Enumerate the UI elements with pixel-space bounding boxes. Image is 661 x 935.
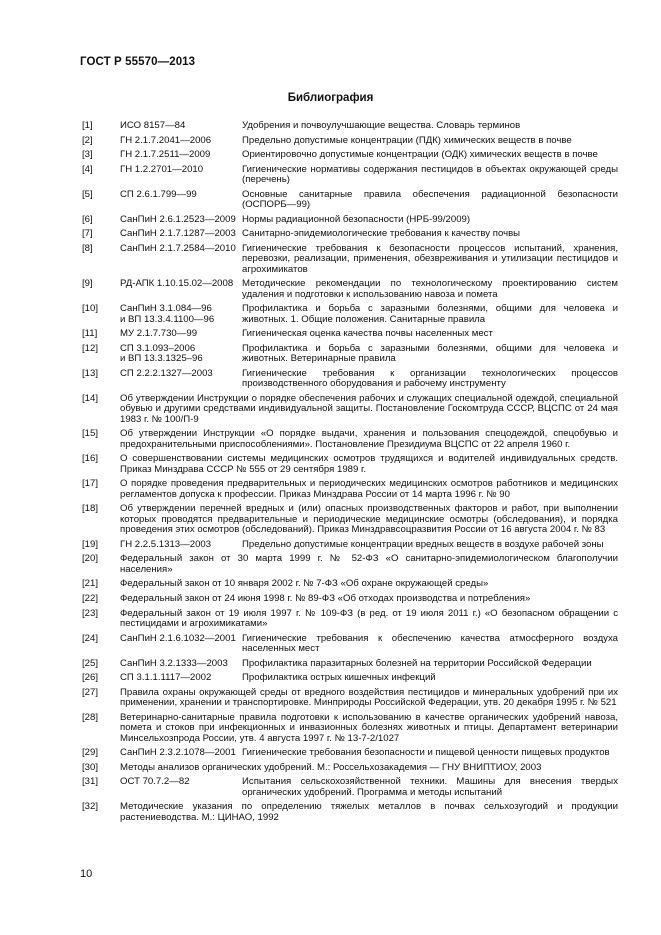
reference-title: Об утверждении Инструкции о порядке обеспечения рабочих и служащих специальной одеждой, специальной обувью и другими средствами индивидуальной защиты. Постановление Госкомтруда СССР, ВЦСПС от 24 мая 1983 г. № 100/П-9 xyxy=(120,392,618,425)
reference-entry xyxy=(82,394,618,425)
reference-title: Ветеринарно-санитарные правила подготовки к использованию в качестве органических удобрений навоза, помета и стоков при инфекционных и инвазионных болезнях животных и птицы. Департамент ветеринарии Минсельхозпрода России, утв. 4 августа 1997 г. № 13-7-2/1027 xyxy=(120,711,618,744)
reference-entry xyxy=(82,136,618,146)
reference-entry xyxy=(82,748,618,758)
reference-code: ОСТ 70.7.2—82 xyxy=(120,776,190,788)
reference-code: СП 2.2.2.1327—2003 xyxy=(120,367,213,379)
reference-code: СП 3.1.093–2006 и ВП 13.3.1325–96 xyxy=(120,342,203,365)
reference-title: Профилактика острых кишечных инфекций xyxy=(242,672,436,684)
reference-number: [4] xyxy=(82,163,93,175)
reference-title: Удобрения и почвоулучшающие вещества. Словарь терминов xyxy=(242,120,521,131)
reference-number: [6] xyxy=(82,213,93,225)
reference-number: [12] xyxy=(82,342,99,354)
reference-code: СанПиН 2.6.1.2523—2009 xyxy=(120,213,236,225)
reference-title: Гигиенические требования к обеспечению качества атмосферного воздуха населенных мест xyxy=(242,632,618,654)
reference-number: [2] xyxy=(82,134,93,146)
reference-code: ГН 2.2.5.1313—2003 xyxy=(120,538,212,550)
reference-entry xyxy=(82,504,618,535)
reference-entry xyxy=(82,802,618,823)
reference-title: Профилактика паразитарных болезней на территории Российской Федерации xyxy=(242,657,592,669)
reference-number: [9] xyxy=(82,278,93,290)
reference-entry xyxy=(82,190,618,211)
reference-title: О совершенствовании системы медицинских осмотров трудящихся и водителей индивидуальных средств. Приказ Минздрава СССР № 555 от 29 сентября 1989 г. xyxy=(120,453,618,475)
reference-entry xyxy=(82,763,618,773)
reference-title: Гигиенические требования безопасности и пищевой ценности пищевых продуктов xyxy=(242,747,610,759)
reference-entry xyxy=(82,150,618,160)
reference-title: Правила охраны окружающей среды от вредного воздействия пестицидов и минеральных удобрений при их применении, хранении и транспортировке. Минприроды Российской Федерации, утв. 20 декабря 1995 г. № 521 xyxy=(120,686,618,709)
reference-entry xyxy=(82,121,618,131)
reference-title: Основные санитарные правила обеспечения радиационной безопасности (ОСПОРБ—99) xyxy=(242,188,618,211)
reference-code: ГН 2.1.7.2041—2006 xyxy=(120,134,212,146)
standard-code: ГОСТ Р 55570—2013 xyxy=(80,56,196,68)
reference-number: [24] xyxy=(82,632,99,644)
reference-entry xyxy=(82,344,618,365)
reference-code: ИСО 8157—84 xyxy=(120,120,186,131)
reference-code: СП 3.1.1.1117—2002 xyxy=(120,672,212,684)
reference-code: МУ 2.1.7.730—99 xyxy=(120,328,198,340)
reference-number: [22] xyxy=(82,592,99,604)
reference-number: [5] xyxy=(82,188,93,200)
reference-title: Гигиенические требования к организации технологических процессов производственного оборудования и рабочему инструменту xyxy=(242,367,618,390)
reference-entry xyxy=(82,540,618,550)
reference-number: [21] xyxy=(82,578,99,590)
reference-number: [16] xyxy=(82,453,99,465)
reference-code: СанПиН 3.2.1333—2003 xyxy=(120,657,228,669)
reference-number: [14] xyxy=(82,392,99,404)
reference-entry xyxy=(82,369,618,390)
reference-entry xyxy=(82,229,618,239)
reference-entry xyxy=(82,688,618,709)
reference-entry xyxy=(82,454,618,475)
reference-number: [19] xyxy=(82,538,99,550)
reference-entry xyxy=(82,777,618,798)
reference-number: [17] xyxy=(82,478,99,490)
reference-title: О порядке проведения предварительных и периодических медицинских осмотров работников и медицинских регламентов допуска к профессии. Приказ Минздрава России от 14 марта 1996 г. № 90 xyxy=(120,478,618,500)
reference-title: Профилактика и борьба с заразными болезнями, общими для человека и животных. Ветеринарные правила xyxy=(242,342,618,365)
reference-number: [32] xyxy=(82,801,99,813)
reference-code: ГН 2.1.7.2511—2009 xyxy=(120,149,211,161)
reference-title: Методические рекомендации по технологическому проектированию систем удаления и подготовки к использованию навоза и помета xyxy=(242,278,618,300)
reference-entry xyxy=(82,634,618,655)
reference-entry xyxy=(82,579,618,589)
reference-entry xyxy=(82,609,618,630)
reference-entry xyxy=(82,479,618,500)
reference-code: СанПиН 2.1.7.1287—2003 xyxy=(120,228,236,240)
reference-entry xyxy=(82,304,618,325)
reference-number: [31] xyxy=(82,776,99,788)
reference-entry xyxy=(82,429,618,450)
reference-entry xyxy=(82,165,618,186)
reference-title: Федеральный закон от 30 марта 1999 г. № 52-ФЗ «О санитарно-эпидемиологическом благополучии населения» xyxy=(120,553,618,575)
reference-code: ГН 1.2.2701—2010 xyxy=(120,163,204,175)
reference-entry xyxy=(82,215,618,225)
reference-number: [28] xyxy=(82,711,99,723)
reference-number: [7] xyxy=(82,228,93,240)
reference-number: [13] xyxy=(82,367,99,379)
reference-number: [8] xyxy=(82,242,93,254)
reference-entry xyxy=(82,659,618,669)
reference-code: СанПиН 2.1.6.1032—2001 xyxy=(120,632,236,644)
reference-number: [25] xyxy=(82,657,99,669)
reference-title: Гигиеническая оценка качества почвы населенных мест xyxy=(242,328,493,340)
reference-code: СанПиН 3.1.084—96 и ВП 13.3.4.1100—96 xyxy=(120,303,215,325)
page-number: 10 xyxy=(80,868,93,880)
reference-title: Федеральный закон от 10 января 2002 г. № 7-ФЗ «Об охране окружающей среды» xyxy=(120,578,489,590)
reference-number: [3] xyxy=(82,149,93,161)
reference-number: [1] xyxy=(82,120,93,131)
reference-number: [27] xyxy=(82,686,99,698)
reference-number: [20] xyxy=(82,553,99,565)
reference-entry xyxy=(82,713,618,744)
reference-title: Федеральный закон от 19 июля 1997 г. № 109-ФЗ (в ред. от 19 июля 2011 г.) «О безопасном обращении с пестицидами и агрохимикатами» xyxy=(120,607,618,629)
reference-code: РД-АПК 1.10.15.02—2008 xyxy=(120,278,234,290)
reference-entry xyxy=(82,554,618,575)
reference-entry xyxy=(82,244,618,275)
reference-title: Нормы радиационной безопасности (НРБ-99/2009) xyxy=(242,213,471,225)
reference-code: СанПиН 2.3.2.1078—2001 xyxy=(120,747,236,759)
reference-number: [11] xyxy=(82,328,98,340)
reference-number: [10] xyxy=(82,303,99,315)
reference-list xyxy=(82,121,618,827)
reference-title: Предельно допустимые концентрации (ПДК) химических веществ в почве xyxy=(242,134,572,146)
reference-title: Об утверждении Инструкции «О порядке выдачи, хранения и пользования спецодеждой, спецобувью и предохранительными приспособлениями». Постановление Президиума ВЦСПС от 22 апреля 1960 г. xyxy=(120,428,618,450)
reference-title: Методы анализов органических удобрений. М.: Россельхозакадемия — ГНУ ВНИПТИОУ, 2003 xyxy=(120,761,542,773)
reference-entry xyxy=(82,329,618,339)
reference-number: [18] xyxy=(82,503,99,515)
reference-title: Гигиенические нормативы содержания пестицидов в объектах окружающей среды (перечень) xyxy=(242,163,618,186)
reference-title: Предельно допустимые концентрации вредных веществ в воздухе рабочей зоны xyxy=(242,538,604,550)
reference-title: Испытания сельскохозяйственной техники. Машины для внесения твердых органических удобрений. Программа и методы испытаний xyxy=(242,776,618,798)
reference-number: [30] xyxy=(82,761,99,773)
reference-number: [23] xyxy=(82,607,99,619)
reference-entry xyxy=(82,279,618,300)
reference-number: [26] xyxy=(82,672,99,684)
reference-title: Об утверждении перечней вредных и (или) опасных производственных факторов и работ, при выполнении которых проводятся предварительные и периодические медицинские осмотры (обследования), и порядка проведения этих осмотров (обследований). Приказ Минздравсоцразвития России от 16 августа 2004 г. № 83 xyxy=(120,503,618,536)
reference-number: [15] xyxy=(82,428,99,440)
reference-title: Профилактика и борьба с заразными болезнями, общими для человека и животных. 1. Общие положения. Санитарные правила xyxy=(242,303,618,325)
reference-number: [29] xyxy=(82,747,99,759)
reference-title: Санитарно-эпидемиологические требования к качеству почвы xyxy=(242,228,521,240)
reference-entry xyxy=(82,673,618,683)
bibliography-title: Библиография xyxy=(287,92,374,104)
reference-code: СанПиН 2.1.7.2584—2010 xyxy=(120,242,236,254)
reference-entry xyxy=(82,594,618,604)
reference-title: Федеральный закон от 24 июня 1998 г. № 89-ФЗ «Об отходах производства и потребления» xyxy=(120,592,531,604)
reference-title: Гигиенические требования к безопасности процессов испытаний, хранения, перевозки, реализации, применения, обезвреживания и утилизации пестицидов и агрохимикатов xyxy=(242,242,618,275)
reference-title: Методические указания по определению тяжелых металлов в почвах сельхозугодий и продукции растениеводства. М.: ЦИНАО, 1992 xyxy=(120,801,618,823)
reference-title: Ориентировочно допустимые концентрации (ОДК) химических веществ в почве xyxy=(242,149,598,161)
reference-code: СП 2.6.1.799—99 xyxy=(120,188,197,200)
